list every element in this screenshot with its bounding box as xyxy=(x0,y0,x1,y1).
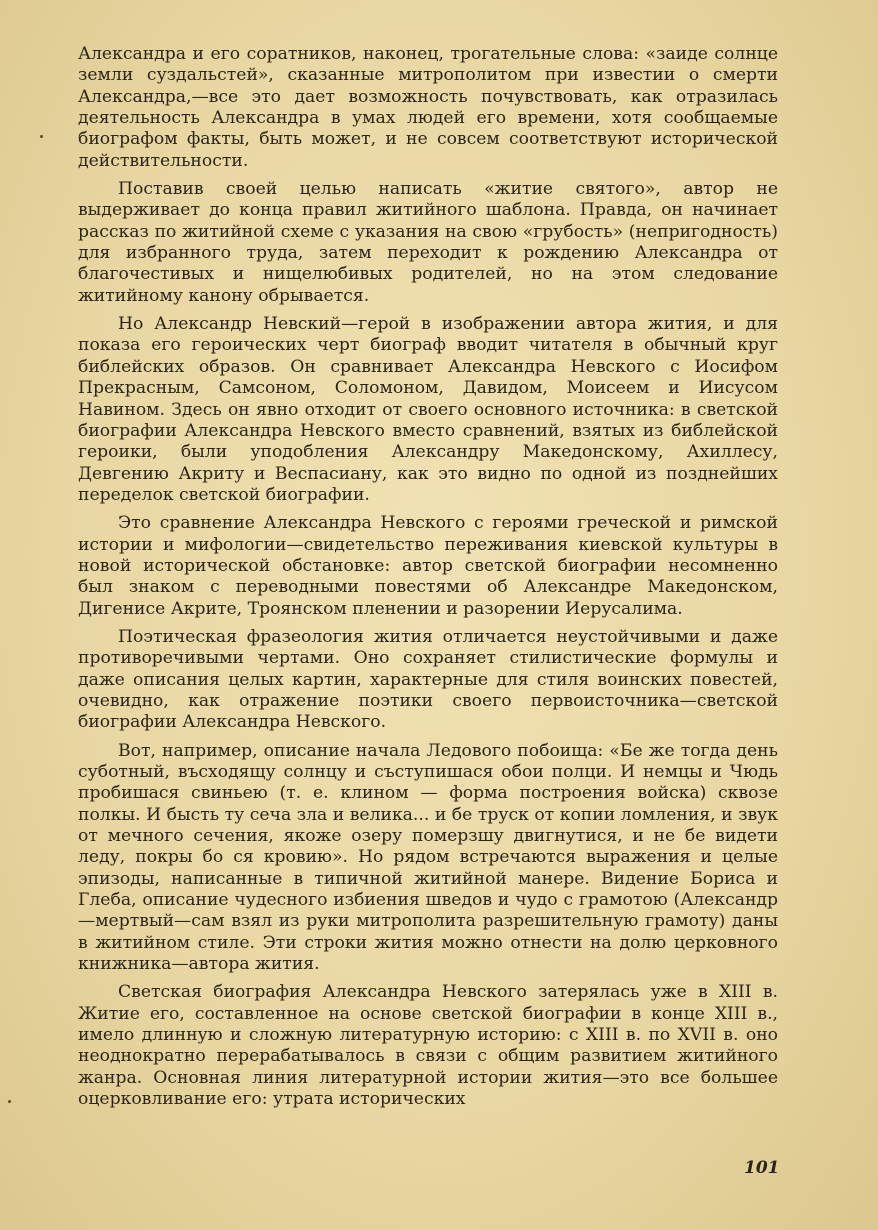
paper-speck xyxy=(8,1100,11,1103)
paragraph-3: Но Александр Невский—герой в изображении автора жития, и для показа его героических черт биограф вводит читателя в обычный круг библейских образов. Он сравнивает Александра Невского с Иосифом Прекрасным, Самсоном, Соломоном, Давидом, Моисеем и Иисусом Навином. Здесь он явно отходит от своего основного источника: в светской биографии Александра Невского вместо сравнений, взятых из библейской героики, были уподобления Александру Македонскому, Ахиллесу, Девгению Акриту и Веспасиану, как это видно по одной из позднейших переделок светской биографии. xyxy=(78,314,778,505)
paragraph-1: Александра и его соратников, наконец, трогательные слова: «заиде солнце земли суздальстей», сказанные митрополитом при известии о смерти Александра,—все это дает возможность почувствовать, как отразилась деятельность Александра в умах людей его времени, хотя сообщаемые биографом факты, быть может, и не совсем соответствуют исторической действительности. xyxy=(78,44,778,171)
paragraph-2: Поставив своей целью написать «житие святого», автор не выдерживает до конца правил житийного шаблона. Правда, он начинает рассказ по житийной схеме с указания на свою «грубость» (непригодность) для избранного труда, затем переходит к рождению Александра от благочестивых и нищелюбивых родителей, но на этом следование житийному канону обрывается. xyxy=(78,179,778,306)
paragraph-4: Это сравнение Александра Невского с героями греческой и римской истории и мифологии—свидетельство переживания киевской культуры в новой исторической обстановке: автор светской биографии несомненно был знаком с переводными повестями об Александре Македонском, Дигенисе Акрите, Троянском пленении и разорении Иерусалима. xyxy=(78,513,778,619)
page-number: 101 xyxy=(744,1158,780,1178)
paragraph-6: Вот, например, описание начала Ледового побоища: «Бе же тогда день суботный, въсходящу солнцу и съступишася обои полци. И немцы и Чюдь пробишася свиньею (т. е. клином — форма построения войска) сквозе полкы. И бысть ту сеча зла и велика... и бе труск от копии ломления, и звук от мечного сечения, якоже озеру померзшу двигнутися, и не бе видети леду, покры бо ся кровию». Но рядом встречаются выражения и целые эпизоды, написанные в типичной житийной манере. Видение Бориса и Глеба, описание чудесного избиения шведов и чудо с грамотою (Александр—мертвый—сам взял из руки митрополита разрешительную грамоту) даны в житийном стиле. Эти строки жития можно отнести на долю церковного книжника—автора жития. xyxy=(78,740,778,975)
paragraph-5: Поэтическая фразеология жития отличается неустойчивыми и даже противоречивыми чертами. Оно сохраняет стилистические формулы и даже описания целых картин, характерные для стиля воинских повестей, очевидно, как отражение поэтики своего первоисточника—светской биографии Александра Невского. xyxy=(78,626,778,733)
paper-speck xyxy=(40,135,43,138)
body-text xyxy=(78,44,778,1118)
paragraph-7: Светская биография Александра Невского затерялась уже в XIII в. Житие его, составленное на основе светской биографии в конце XIII в., имело длинную и сложную литературную историю: с XIII в. по XVII в. оно неоднократно перерабатывалось в связи с общим развитием житийного жанра. Основная линия литературной истории жития—это все большее оцерковливание его: утрата исторических xyxy=(78,982,778,1110)
